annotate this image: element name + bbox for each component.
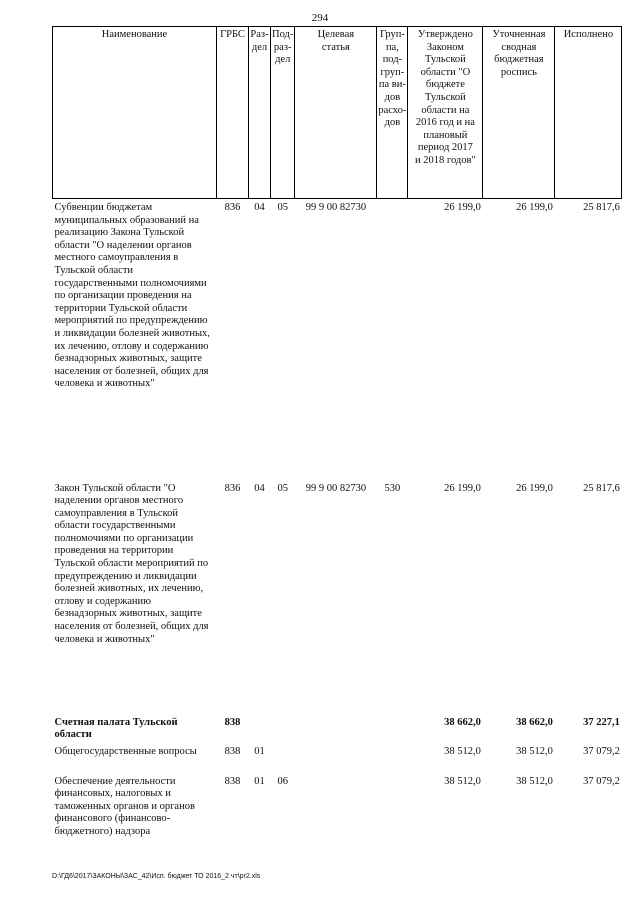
row-refined: 38 512,0 [516,745,553,757]
row-vid [377,717,408,746]
row-executed: 37 079,2 [583,745,620,757]
row-refined: 38 512,0 [516,775,553,787]
row-grbs: 838 [224,775,241,787]
table-row [53,746,622,776]
row-razdel: 04 [254,482,265,494]
header-target: Целевая статья [295,27,377,199]
header-name: Наименование [53,27,217,199]
row-target [295,776,377,839]
row-executed: 25 817,6 [583,482,620,494]
header-refined: Уточненная сводная бюджетная роспись [483,27,555,199]
row-name: Субвенции бюджетам муниципальных образований на реализацию Закона Тульской области "О наделении органов местного самоуправления в Тульской области государственными полномочиями по организации проведения на территории Тульской области мероприятий по предупреждению и ликвидации болезней животных, их лечению, отлову и содержанию безнадзорных животных, защите населения от болезней, общих для человека и животных" [54,202,210,390]
table-row [53,199,622,483]
row-razdel [249,717,271,746]
row-vid [377,199,408,483]
budget-table [52,26,622,838]
header-vid: Груп- па, под- груп- па ви- дов расхо- дов [377,27,408,199]
row-approved: 38 512,0 [444,745,481,757]
row-refined: 38 662,0 [516,716,553,728]
page-number: 294 [311,12,329,24]
row-name: Счетная палата Тульской области [54,716,178,741]
header-approved: Утверждено Законом Тульской области "О бюджете Тульской области на 2016 год и на плановый период 2017 и 2018 годов" [408,27,483,199]
header-grbs: ГРБС [217,27,249,199]
row-target: 99 9 00 82730 [305,202,367,213]
header-razdel: Раз- дел [249,27,271,199]
row-vid [377,776,408,839]
row-podrazdel: 05 [277,202,288,213]
table-row [53,776,622,839]
row-approved: 38 662,0 [444,716,481,728]
row-executed: 37 227,1 [583,716,620,728]
header-podrazdel: Под- раз- дел [271,27,295,199]
table-body [53,199,622,839]
row-razdel: 01 [254,775,265,787]
row-executed: 25 817,6 [583,202,620,213]
table-row [53,483,622,717]
row-vid [377,746,408,776]
row-razdel: 01 [254,745,265,757]
row-executed: 37 079,2 [583,775,620,787]
row-target [295,746,377,776]
row-podrazdel [271,717,295,746]
row-refined: 26 199,0 [516,202,553,213]
row-grbs: 838 [224,716,241,728]
row-name: Обеспечение деятельности финансовых, налоговых и таможенных органов и органов финансового (финансово-бюджетного) надзора [54,775,195,837]
row-approved: 26 199,0 [444,202,481,213]
row-podrazdel: 05 [277,482,288,494]
row-name: Закон Тульской области "О наделении органов местного самоуправления в Тульской области государственными полномочиями по организации проведения на территории Тульской области мероприятий по предупреждению и ликвидации болезней животных, их лечению, отлову и содержанию безнадзорных животных, защите населения от болезней, общих для человека и животных" [54,482,209,645]
footer-file-path: D:\ГД6\2017\ЗАКОНЫ\ЗАС_42\Исп. бюджет ТО 2016_2 чт\pr2.xls [52,873,261,880]
row-refined: 26 199,0 [516,482,553,494]
row-razdel: 04 [254,202,265,213]
row-approved: 38 512,0 [444,775,481,787]
row-grbs: 836 [224,202,241,213]
row-vid: 530 [384,482,401,494]
row-grbs: 836 [224,482,241,494]
row-target: 99 9 00 82730 [305,482,367,494]
row-grbs: 838 [224,745,241,757]
row-name: Общегосударственные вопросы [54,745,197,757]
row-approved: 26 199,0 [444,482,481,494]
row-target [295,717,377,746]
header-executed: Исполнено [555,27,622,199]
row-podrazdel: 06 [277,775,288,787]
row-podrazdel [271,746,295,776]
table-row [53,717,622,746]
table-header [53,27,622,199]
